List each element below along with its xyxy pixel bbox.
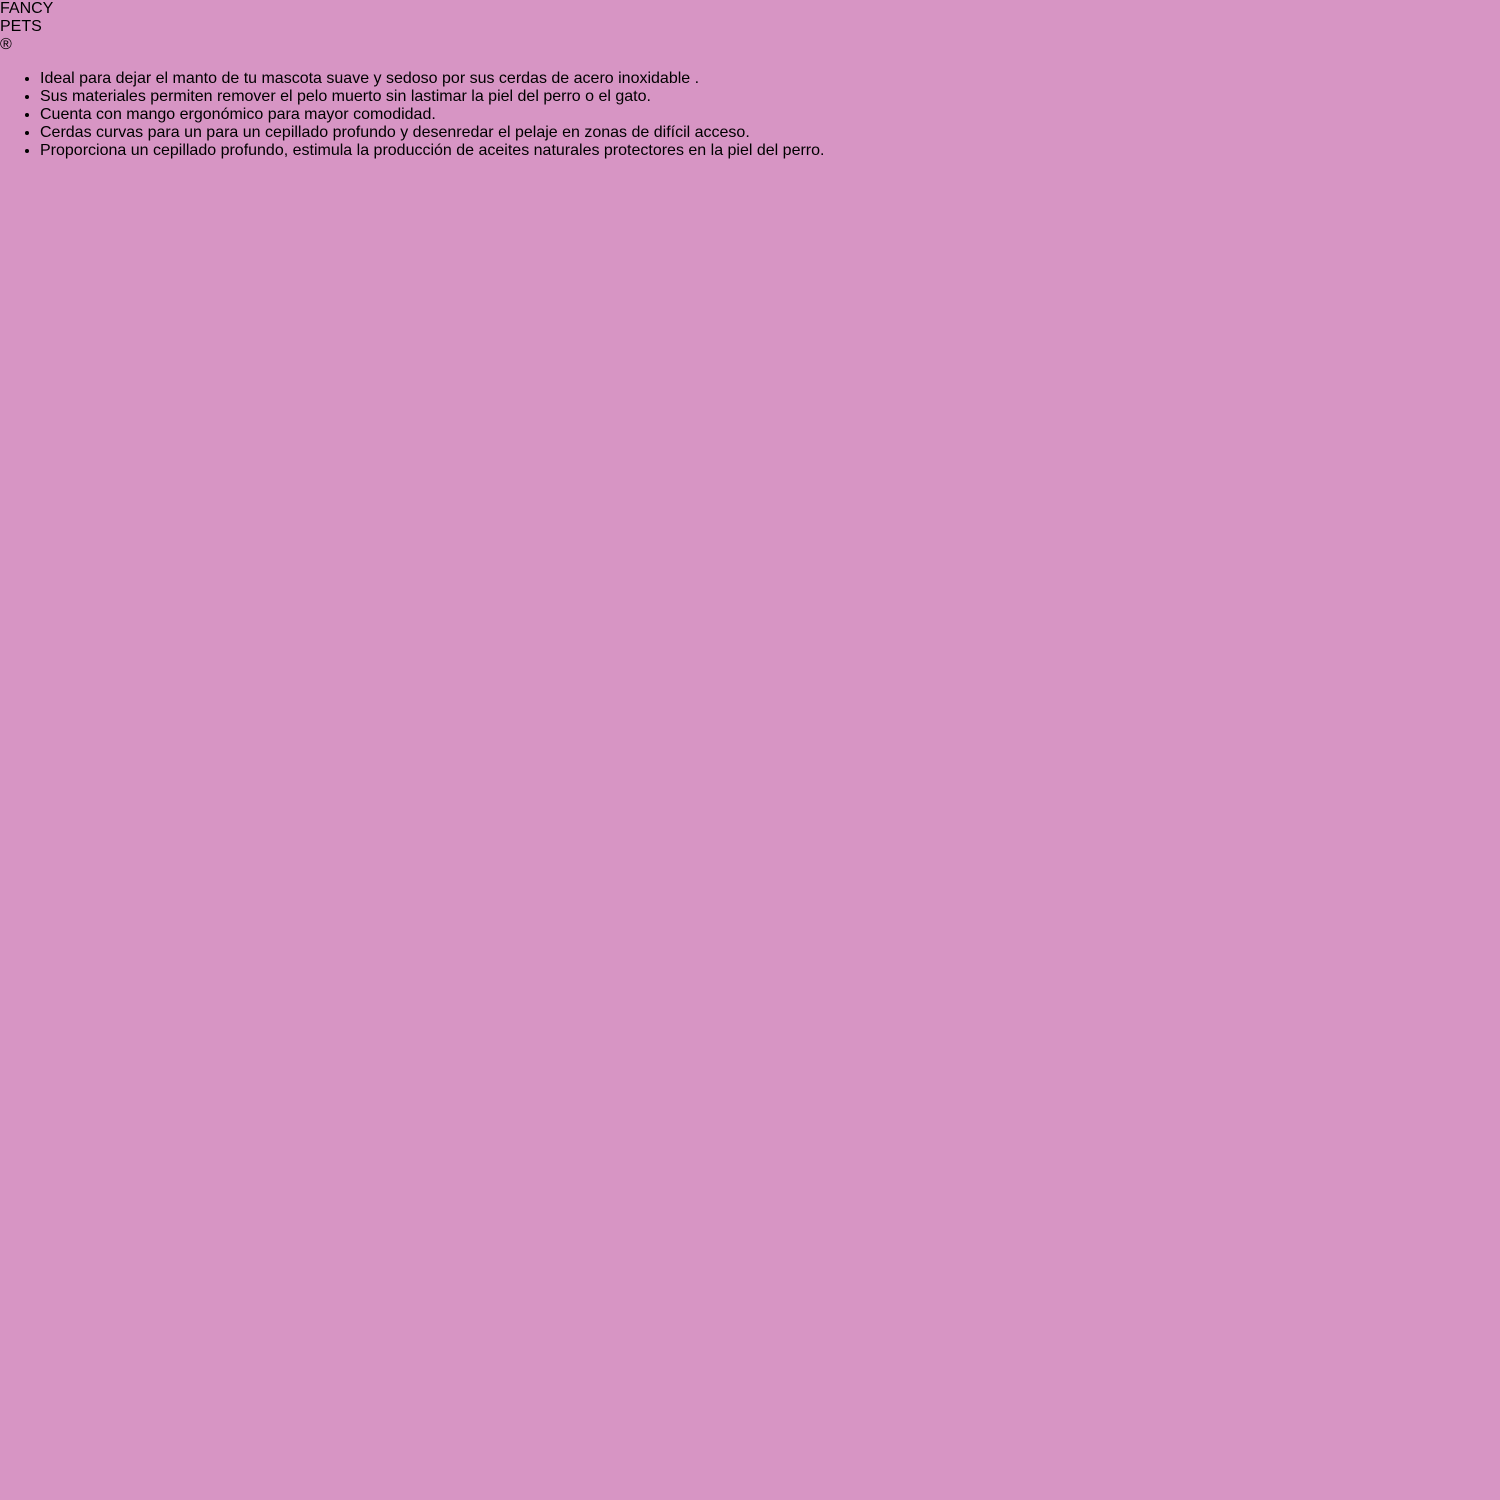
registered-trademark-icon: ®: [0, 36, 12, 53]
feature-text: Cuenta con mango ergonómico para mayor comodidad.: [40, 106, 436, 123]
logo-pets-text: PETS: [0, 18, 42, 35]
logo-fancy-text: FANCY: [0, 0, 54, 17]
feature-text: Sus materiales permiten remover el pelo muerto sin lastimar la piel del perro o el gato.: [40, 88, 651, 105]
feature-text: Ideal para dejar el manto de tu mascota suave y sedoso por sus cerdas de acero inoxidable .: [40, 70, 700, 87]
feature-text: Proporciona un cepillado profundo, estimula la producción de aceites naturales protectores en la piel del perro.: [40, 142, 825, 159]
feature-text: Cerdas curvas para un para un cepillado profundo y desenredar el pelaje en zonas de difícil acceso.: [40, 124, 750, 141]
